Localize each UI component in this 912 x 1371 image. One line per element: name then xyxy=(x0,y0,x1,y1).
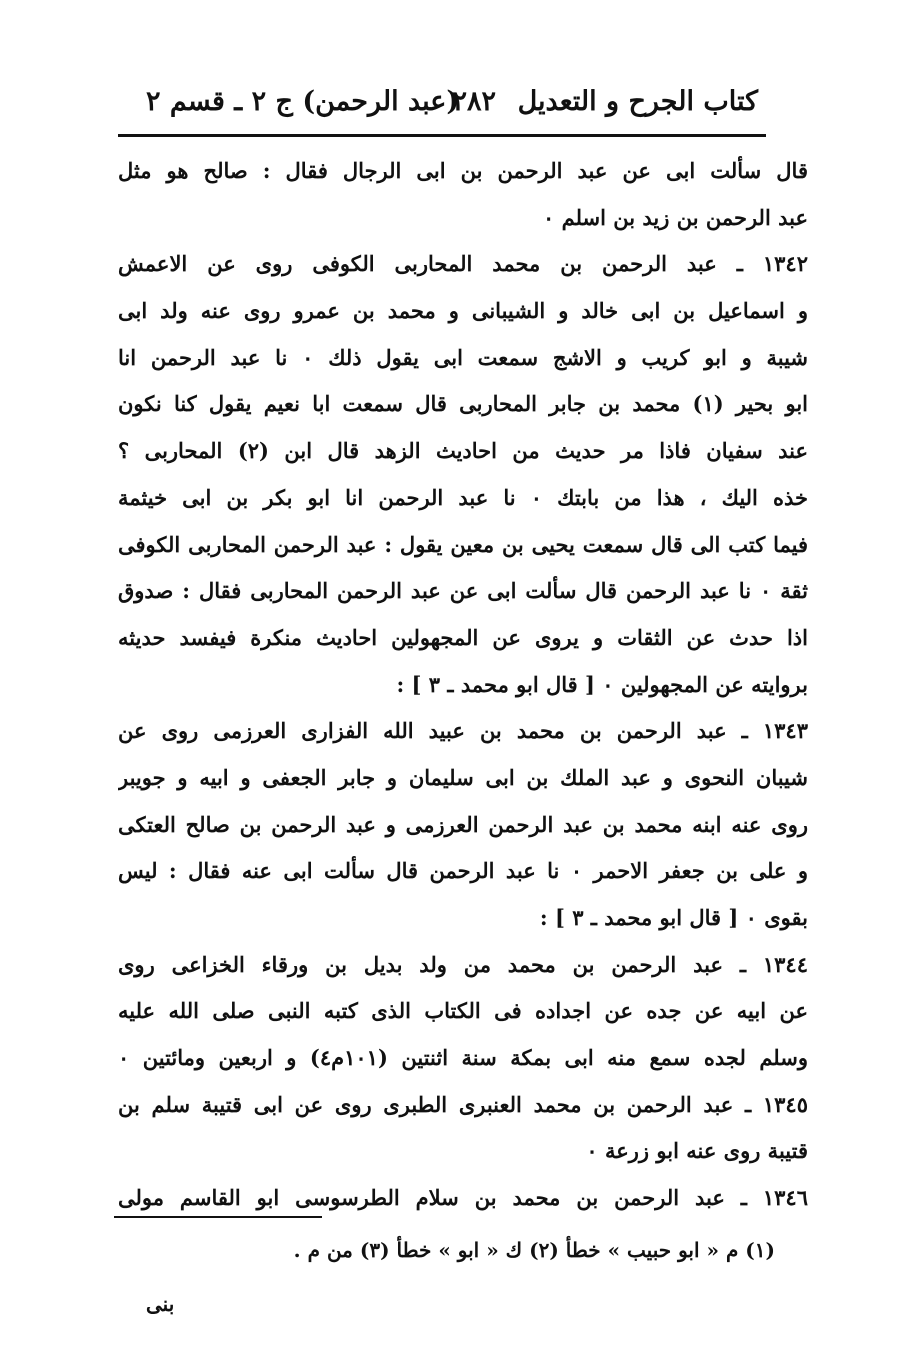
text-line: عبد الرحمن بن زيد بن اسلم ٠ xyxy=(543,204,808,230)
catchword: بنى xyxy=(146,1292,175,1316)
entry-1344-line: ١٣٤٤ ـ عبد الرحمن بن محمد من ولد بديل بن ورقاء الخزاعى روى xyxy=(118,951,808,977)
entry-1345-line: ١٣٤٥ ـ عبد الرحمن بن محمد العنبرى الطبرى روى عن ابى قتيبة سلم بن xyxy=(118,1091,808,1117)
entry-1342-line: ١٣٤٢ ـ عبد الرحمن بن محمد المحاربى الكوفى روى عن الاعمش xyxy=(118,251,808,277)
text-line: قتيبة روى عنه ابو زرعة ٠ xyxy=(586,1138,808,1164)
page-header xyxy=(118,78,766,126)
text-line: اذا حدث عن الثقات و يروى عن المجهولين احاديث منكرة فيفسد حديثه xyxy=(118,624,808,650)
main-text xyxy=(118,148,808,1222)
text-line: شيبة و ابو كريب و الاشج سمعت ابى يقول ذلك ٠ نا عبد الرحمن انا xyxy=(118,344,808,370)
section-label: (عبد الرحمن) ج ٢ ـ قسم ٢ xyxy=(146,86,460,117)
text-line: قال سألت ابى عن عبد الرحمن بن ابى الرجال فقال : صالح هو مثل xyxy=(118,158,808,183)
text-line: عند سفيان فاذا مر حديث من احاديث الزهد قال ابن (٢) المحاربى ؟ xyxy=(118,438,808,464)
page-number: ٢٨٢ xyxy=(452,86,496,117)
text-line: روى عنه ابنه محمد بن عبد الرحمن العرزمى و عبد الرحمن بن صالح العتكى xyxy=(118,811,808,837)
text-line: و على بن جعفر الاحمر ٠ نا عبد الرحمن قال سألت ابى عنه فقال : ليس xyxy=(118,858,808,884)
text-line: فيما كتب الى قال سمعت يحيى بن معين يقول : عبد الرحمن المحاربى الكوفى xyxy=(118,531,808,557)
footnote-rule xyxy=(114,1216,322,1218)
entry-1346-line: ١٣٤٦ ـ عبد الرحمن بن محمد بن سلام الطرسوسى ابو القاسم مولى xyxy=(118,1185,808,1211)
entry-1343-line: ١٣٤٣ ـ عبد الرحمن بن محمد بن عبيد الله الفزارى العرزمى روى عن xyxy=(118,718,808,744)
text-line: ابو بحير (١) محمد بن جابر المحاربى قال سمعت ابا نعيم يقول كنا نكون xyxy=(118,391,808,417)
book-title: كتاب الجرح و التعديل xyxy=(517,86,758,117)
text-line: شيبان النحوى و عبد الملك بن ابى سليمان و جابر الجعفى و ابيه و جويبر xyxy=(118,764,808,790)
text-line: ثقة ٠ نا عبد الرحمن قال سألت ابى عن عبد الرحمن المحاربى فقال : صدوق xyxy=(118,578,808,604)
text-line: وسلم لجده سمع منه ابى بمكة سنة اثنتين (١٠١م٤) و اربعين ومائتين ٠ xyxy=(118,1045,808,1071)
text-line: بقوى ٠ [ قال ابو محمد ـ ٣ ] : xyxy=(539,905,808,930)
text-line: خذه اليك ، هذا من بابتك ٠ نا عبد الرحمن انا ابو بكر بن ابى خيثمة xyxy=(118,484,808,510)
text-line: و اسماعيل بن ابى خالد و الشيبانى و محمد بن عمرو روى عنه ولد ابى xyxy=(118,298,808,324)
footnote: (١) م « ابو حبيب » خطأ (٢) ك « ابو » خطأ (٣) من م . xyxy=(293,1238,775,1262)
text-line: بروايته عن المجهولين ٠ [ قال ابو محمد ـ ٣ ] : xyxy=(396,671,808,697)
text-line: عن ابيه عن جده عن اجداده فى الكتاب الذى كتبه النبى صلى الله عليه xyxy=(118,998,808,1024)
header-rule xyxy=(118,134,766,137)
